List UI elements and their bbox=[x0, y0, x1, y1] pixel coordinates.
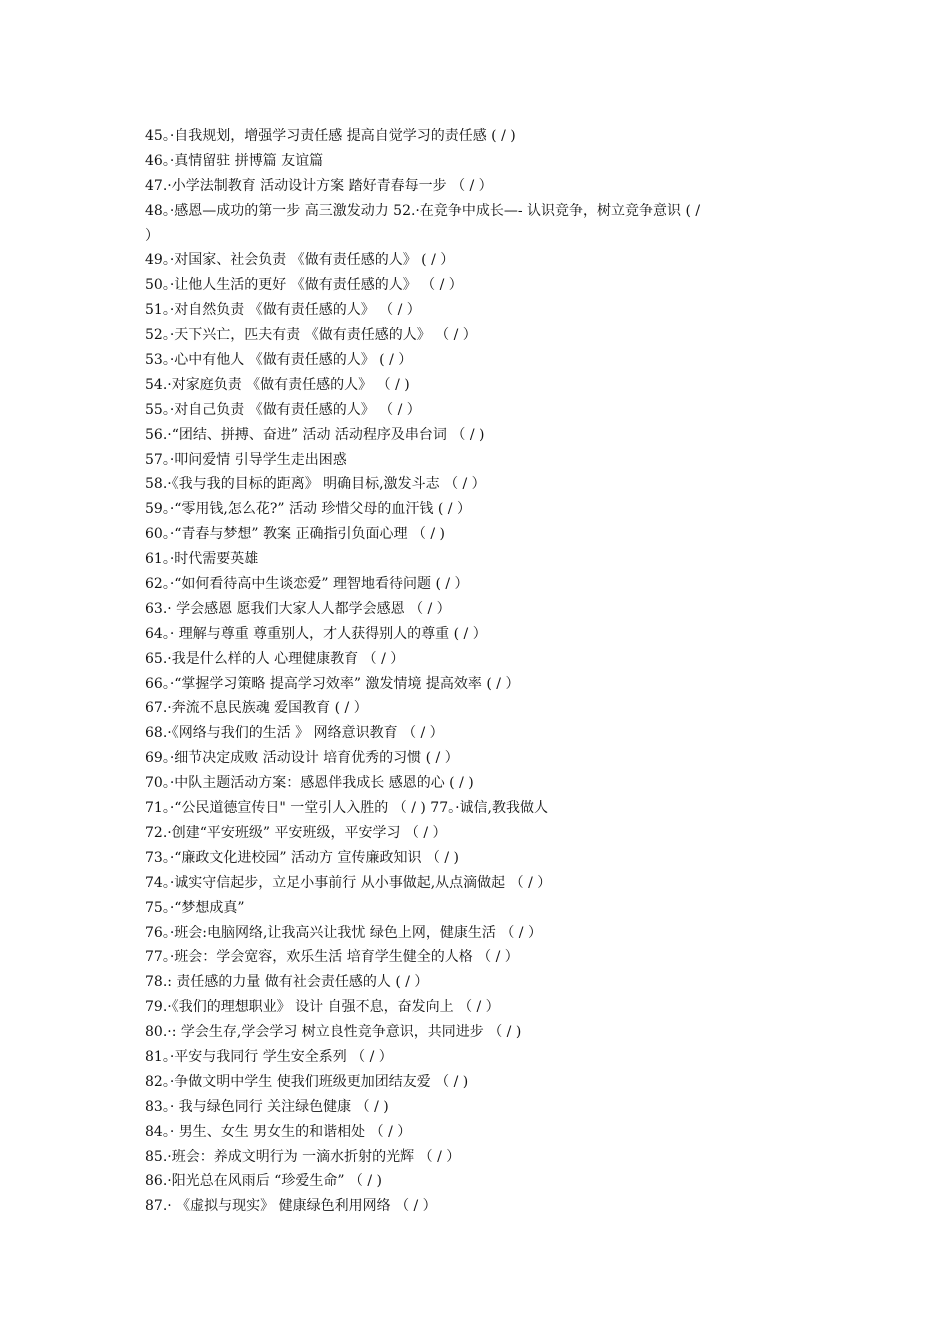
text-line: 70。·中队主题活动方案：感恩伴我成长 感恩的心 ( / ) bbox=[145, 775, 474, 792]
text-line: 65.·我是什么样的人 心理健康教育 （ / ） bbox=[145, 650, 405, 667]
text-line: 76。·班会:电脑网络,让我高兴让我忧 绿色上网，健康生活 （ / ） bbox=[145, 924, 542, 941]
text-line: 53。·心中有他人 《做有责任感的人》 ( / ） bbox=[145, 352, 413, 369]
text-line: 86.·阳光总在风雨后 “珍爱生命” （ / ) bbox=[145, 1173, 383, 1190]
text-line: 64。· 理解与尊重 尊重别人，才人获得别人的尊重 ( / ） bbox=[145, 625, 487, 642]
text-line: 82。·争做文明中学生 使我们班级更加团结友爱 （ / ) bbox=[145, 1073, 469, 1090]
text-line: 71。·“公民道德宣传日" 一堂引人入胜的 （ / ) 77。·诚信,教我做人 bbox=[145, 800, 549, 817]
text-line: 57。·叩问爱情 引导学生走出困惑 bbox=[145, 451, 347, 468]
text-line: 68.·《网络与我们的生活 》 网络意识教育 （ / ） bbox=[145, 725, 444, 742]
text-line: 46。·真情留驻 拼博篇 友谊篇 bbox=[145, 152, 324, 169]
text-line: 79.·《我们的理想职业》 设计 自强不息，奋发向上 （ / ） bbox=[145, 999, 500, 1016]
text-line: 83。· 我与绿色同行 关注绿色健康 （ / ) bbox=[145, 1098, 389, 1115]
text-line: 49。·对国家、社会负责 《做有责任感的人》 ( / ） bbox=[145, 252, 455, 269]
text-line: 52。·天下兴亡，匹夫有责 《做有责任感的人》 （ / ） bbox=[145, 327, 477, 344]
text-line: 75。·“梦想成真” bbox=[145, 899, 245, 916]
text-line: 74。·诚实守信起步，立足小事前行 从小事做起,从点滴做起 （ / ） bbox=[145, 874, 552, 891]
text-line: 84。· 男生、女生 男女生的和谐相处 （ / ） bbox=[145, 1123, 412, 1140]
text-line: 73。·“廉政文化进校园” 活动方 宣传廉政知识 （ / ) bbox=[145, 849, 460, 866]
text-line: 72.·创建“平安班级” 平安班级，平安学习 （ / ） bbox=[145, 824, 447, 841]
text-line: 87.· 《虚拟与现实》 健康绿色利用网络 （ / ） bbox=[145, 1198, 437, 1215]
text-line: 63.· 学会感恩 愿我们大家人人都学会感恩 （ / ） bbox=[145, 600, 451, 617]
text-line: 60。·“青春与梦想” 教案 正确指引负面心理 （ / ) bbox=[145, 526, 446, 543]
text-line: 51。·对自然负责 《做有责任感的人》 （ / ） bbox=[145, 302, 421, 319]
text-line: 54.·对家庭负责 《做有责任感的人》 （ / ) bbox=[145, 376, 410, 393]
text-line: 66。·“掌握学习策略 提高学习效率” 激发情境 提高效率 ( / ） bbox=[145, 675, 520, 692]
text-line: 55。·对自己负责 《做有责任感的人》 （ / ） bbox=[145, 401, 421, 418]
document-text-block bbox=[145, 124, 825, 1219]
text-line: 59。·“零用钱,怎么花?” 活动 珍惜父母的血汗钱 ( / ） bbox=[145, 501, 471, 518]
text-line: 45。·自我规划，增强学习责任感 提高自觉学习的责任感 ( / ) bbox=[145, 128, 516, 144]
text-line: 78.: 责任感的力量 做有社会责任感的人 ( / ） bbox=[145, 974, 429, 991]
text-line: 58.·《我与我的目标的距离》 明确目标,激发斗志 （ / ） bbox=[145, 476, 486, 493]
text-line: 56.·“团结、拼搏、奋进” 活动 活动程序及串台词 （ / ) bbox=[145, 426, 485, 443]
text-line: 81。·平安与我同行 学生安全系列 （ / ） bbox=[145, 1048, 393, 1065]
text-line: 62。·“如何看待高中生谈恋爱” 理智地看待问题 ( / ） bbox=[145, 576, 469, 593]
text-line: 47.·小学法制教育 活动设计方案 踏好青春每一步 （ / ） bbox=[145, 177, 493, 194]
text-line: 61。·时代需要英雄 bbox=[145, 551, 259, 568]
text-line: 48。·感恩—成功的第一步 高三激发动力 52.·在竞争中成长—- 认识竞争，树立竞争意识 ( / bbox=[145, 202, 701, 219]
text-line: 85.·班会：养成文明行为 一滴水折射的光辉 （ / ） bbox=[145, 1148, 461, 1165]
text-line: 69。·细节决定成败 活动设计 培育优秀的习惯 ( / ） bbox=[145, 750, 459, 767]
text-line: 50。·让他人生活的更好 《做有责任感的人》 （ / ） bbox=[145, 277, 463, 294]
text-line: ） bbox=[145, 227, 159, 244]
text-line: 67.·奔流不息民族魂 爱国教育 ( / ） bbox=[145, 700, 368, 717]
text-line: 80.·: 学会生存,学会学习 树立良性竞争意识，共同进步 （ / ) bbox=[145, 1024, 522, 1041]
text-line: 77。·班会：学会宽容，欢乐生活 培育学生健全的人格 （ / ） bbox=[145, 949, 519, 966]
